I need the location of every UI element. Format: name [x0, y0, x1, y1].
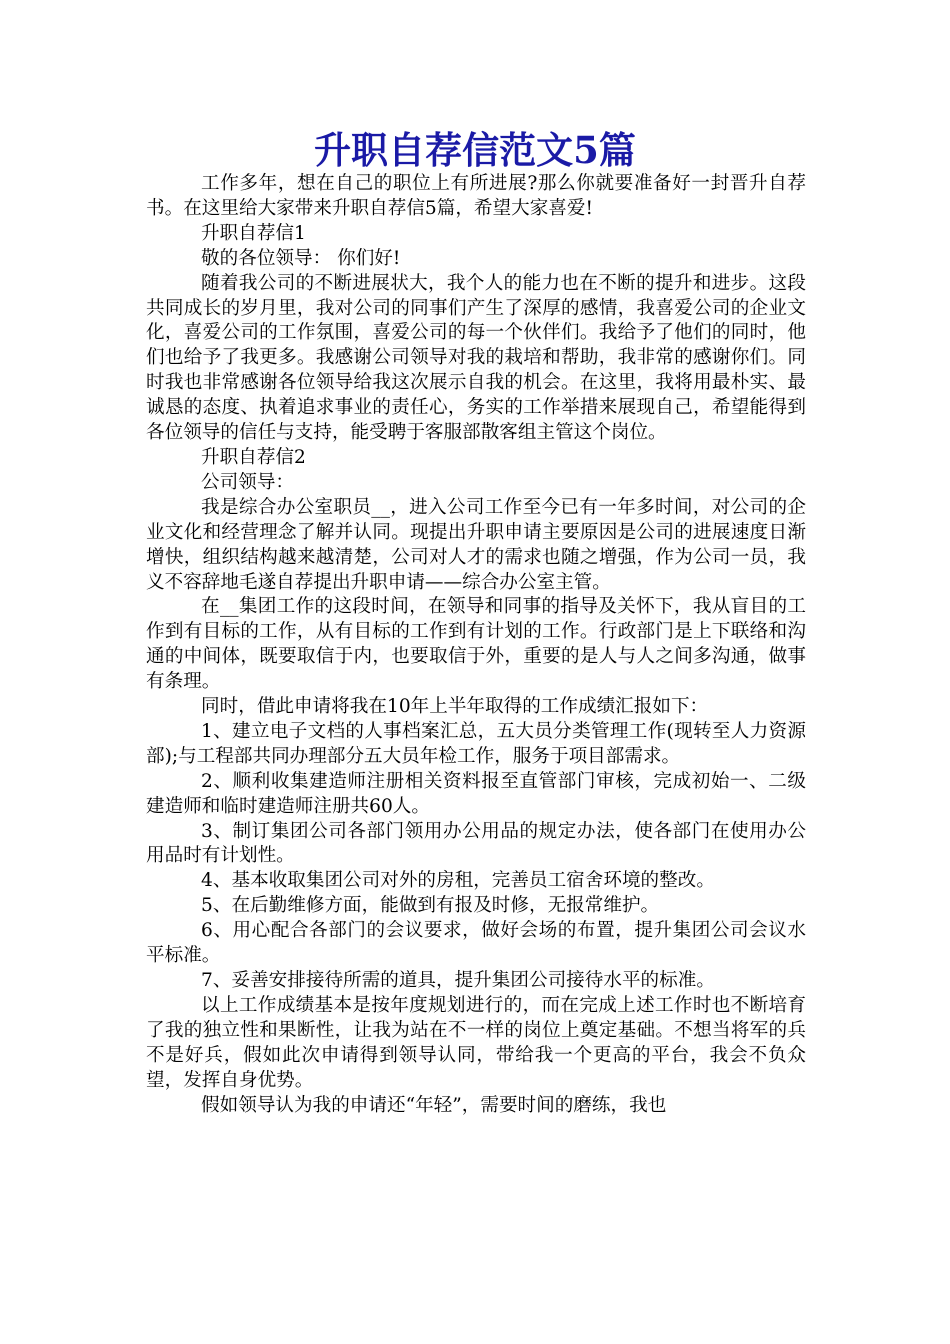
achievement-item: 2、顺利收集建造师注册相关资料报至直管部门审核，完成初始一、二级建造师和临时建造师注册共60人。 [146, 770, 806, 817]
achievement-item: 5、在后勤维修方面，能做到有报及时修，无报常维护。 [201, 895, 660, 917]
achievement-item: 3、制订集团公司各部门领用办公用品的规定办法，使各部门在使用办公用品时有计划性。 [146, 820, 806, 867]
achievement-item: 1、建立电子文档的人事档案汇总，五大员分类管理工作(现转至人力资源部);与工程部共同办理部分五大员年检工作，服务于项目部需求。 [146, 720, 806, 767]
document-body [146, 172, 806, 1118]
document-title: 升职自荐信范文5篇 [314, 128, 636, 172]
letter-1-heading: 升职自荐信1 [201, 222, 306, 244]
achievement-item: 7、妥善安排接待所需的道具，提升集团公司接待水平的标准。 [201, 970, 715, 991]
intro-paragraph: 工作多年，想在自己的职位上有所进展?那么你就要准备好一封晋升自荐书。在这里给大家带来升职自荐信5篇，希望大家喜爱! [146, 173, 806, 219]
letter-2-paragraph: 我是综合办公室职员__，进入公司工作至今已有一年多时间，对公司的企业文化和经营理念了解并认同。现提出升职申请主要原因是公司的进展速度日渐增快，组织结构越来越清楚，公司对人才的需求也随之增强，作为公司一员，我义不容辞地毛遂自荐提出升职申请——综合办公室主管。 [146, 496, 806, 593]
letter-2-paragraph: 同时，借此申请将我在10年上半年取得的工作成绩汇报如下： [201, 696, 709, 718]
letter-1-salutation: 敬的各位领导： 你们好! [201, 247, 401, 269]
letter-2-heading: 升职自荐信2 [201, 446, 306, 468]
letter-1-paragraph: 随着我公司的不断进展状大，我个人的能力也在不断的提升和进步。这段共同成长的岁月里，我对公司的同事们产生了深厚的感情，我喜爱公司的企业文化，喜爱公司的工作氛围，喜爱公司的每一个伙伴们。我给予了他们的同时，他们也给予了我更多。我感谢公司领导对我的栽培和帮助，我非常的感谢你们。同时我也非常感谢各位领导给我这次展示自我的机会。在这里，我将用最朴实、最诚恳的态度、执着追求事业的责任心，务实的工作举措来展现自己，希望能得到各位领导的信任与支持，能受聘于客服部散客组主管这个岗位。 [146, 272, 806, 444]
letter-2-paragraph: 在__集团工作的这段时间，在领导和同事的指导及关怀下，我从盲目的工作到有目标的工作，从有目标的工作到有计划的工作。行政部门是上下联络和沟通的中间体，既要取信于内，也要取信于外，重要的是人与人之间多沟通，做事有条理。 [146, 596, 806, 693]
letter-2-salutation: 公司领导： [201, 471, 295, 493]
achievement-item: 6、用心配合各部门的会议要求，做好会场的布置，提升集团公司会议水平标准。 [146, 920, 806, 967]
achievement-item: 4、基本收取集团公司对外的房租，完善员工宿舍环境的整改。 [201, 870, 715, 892]
letter-2-paragraph: 以上工作成绩基本是按年度规划进行的，而在完成上述工作时也不断培育了我的独立性和果断性，让我为站在不一样的岗位上奠定基础。不想当将军的兵不是好兵，假如此次申请得到领导认同，带给我一个更高的平台，我会不负众望，发挥自身优势。 [146, 994, 806, 1091]
letter-2-paragraph: 假如领导认为我的申请还“年轻”，需要时间的磨练，我也 [201, 1094, 667, 1116]
